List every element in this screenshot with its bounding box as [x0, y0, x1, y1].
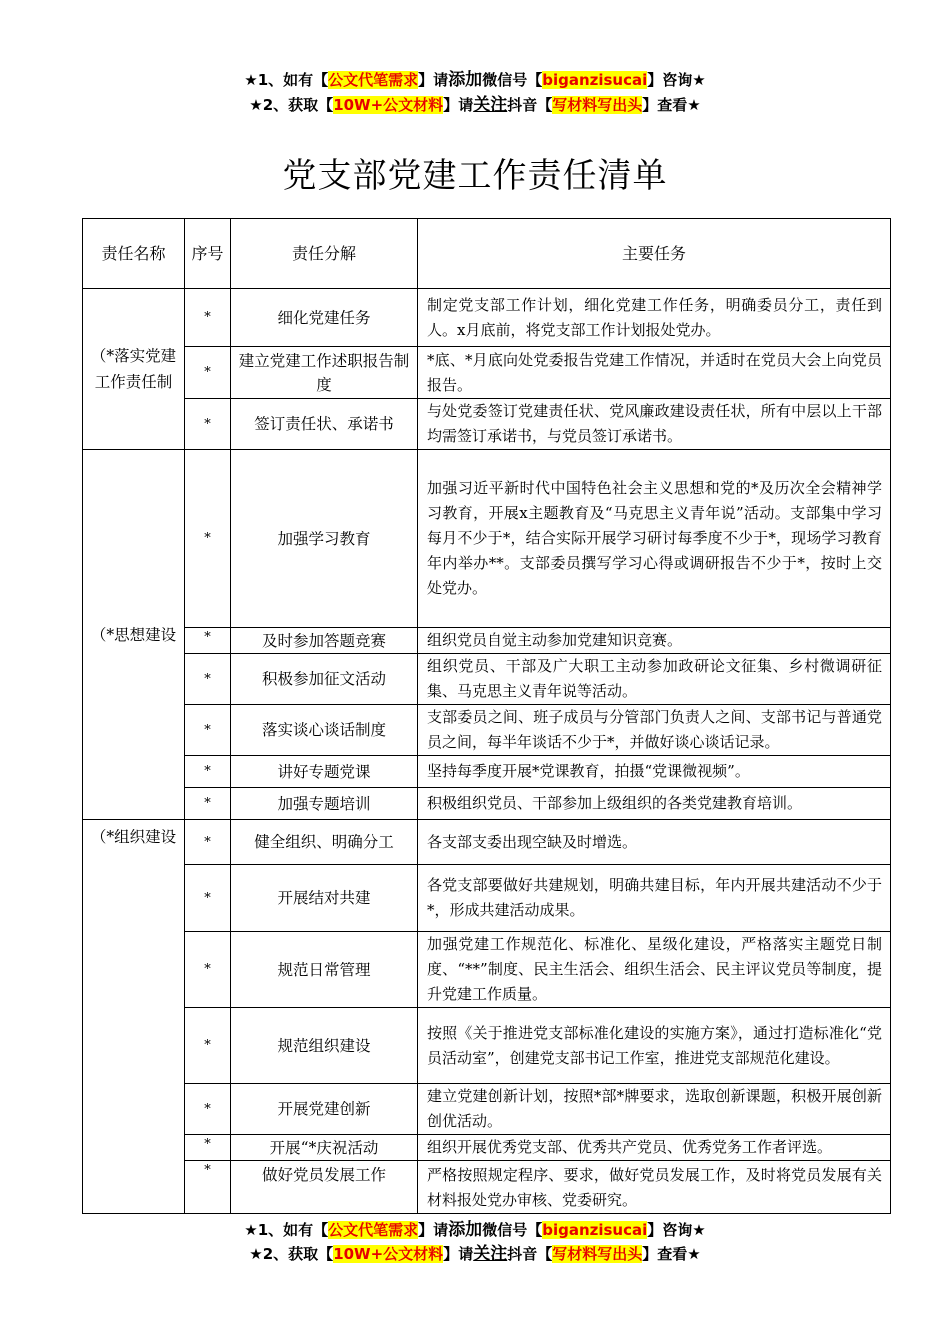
- promo-text: 抖音【: [507, 1245, 553, 1263]
- promo-highlight: biganzisucai: [542, 1221, 648, 1239]
- row-breakdown: 开展结对共建: [231, 865, 418, 932]
- promo-text: ★1、如有【: [244, 71, 329, 89]
- promo-highlight: 10W+公文材料: [333, 96, 444, 114]
- row-index: *: [185, 399, 231, 450]
- row-breakdown: 及时参加答题竞赛: [231, 628, 418, 654]
- row-task: 严格按照规定程序、要求，做好党员发展工作，及时将党员发展有关材料报处党办审核、党委研究。: [418, 1161, 891, 1214]
- group-name: （*落实党建工作责任制: [83, 289, 185, 450]
- row-index: *: [185, 820, 231, 865]
- promo-line-1: [0, 69, 950, 91]
- row-breakdown: 规范日常管理: [231, 932, 418, 1008]
- row-task: 各党支部要做好共建规划，明确共建目标，年内开展共建活动不少于*，形成共建活动成果。: [418, 865, 891, 932]
- table-row: [83, 788, 891, 820]
- row-task: 各支部支委出现空缺及时增选。: [418, 820, 891, 865]
- page-title: 党支部党建工作责任清单: [282, 156, 668, 196]
- promo-line-2: [0, 1243, 950, 1265]
- row-index: *: [185, 756, 231, 788]
- row-index: *: [185, 347, 231, 399]
- row-breakdown: 细化党建任务: [231, 289, 418, 347]
- promo-line-1: [0, 1219, 950, 1241]
- header-tasks: 主要任务: [418, 219, 891, 289]
- row-task: 加强习近平新时代中国特色社会主义思想和党的*及历次全会精神学习教育，开展x主题教育及“马克思主义青年说”活动。支部集中学习每月不少于*，结合实际开展学习研讨每季度不少于*，现场学习教育年内举办**。支部委员撰写学习心得或调研报告不少于*，按时上交处党办。: [418, 450, 891, 628]
- group-name: （*组织建设: [83, 820, 185, 1214]
- promo-text: 微信号【: [482, 71, 543, 89]
- promo-text: 】咨询★: [647, 71, 706, 89]
- promo-text: 关注: [473, 1244, 508, 1264]
- row-task: 支部委员之间、班子成员与分管部门负责人之间、支部书记与普通党员之间，每半年谈话不少于*，并做好谈心谈话记录。: [418, 705, 891, 756]
- row-breakdown: 规范组织建设: [231, 1008, 418, 1084]
- row-task: 积极组织党员、干部参加上级组织的各类党建教育培训。: [418, 788, 891, 820]
- table-row: [83, 1161, 891, 1214]
- table-row: [83, 820, 891, 865]
- table-header-row: [83, 219, 891, 289]
- promo-text: 】请: [443, 1245, 474, 1263]
- promo-text: 】请: [443, 96, 474, 114]
- row-breakdown: 开展“*庆祝活动: [231, 1135, 418, 1161]
- header-breakdown: 责任分解: [231, 219, 418, 289]
- promo-text: 】咨询★: [647, 1221, 706, 1239]
- row-breakdown: 做好党员发展工作: [231, 1161, 418, 1214]
- responsibility-table: [82, 218, 891, 1214]
- row-task: 组织党员、干部及广大职工主动参加政研论文征集、乡村微调研征集、马克思主义青年说等活动。: [418, 654, 891, 705]
- table-row: [83, 865, 891, 932]
- row-task: 建立党建创新计划，按照*部*牌要求，选取创新课题，积极开展创新创优活动。: [418, 1084, 891, 1135]
- promo-highlight: 10W+公文材料: [333, 1245, 444, 1263]
- header-index: 序号: [185, 219, 231, 289]
- row-breakdown: 积极参加征文活动: [231, 654, 418, 705]
- table-row: [83, 628, 891, 654]
- row-breakdown: 加强学习教育: [231, 450, 418, 628]
- promo-highlight: 公文代笔需求: [328, 71, 419, 89]
- table-row: [83, 1084, 891, 1135]
- promo-text: ★2、获取【: [249, 1245, 334, 1263]
- promo-highlight: 公文代笔需求: [328, 1221, 419, 1239]
- row-index: *: [185, 865, 231, 932]
- table-row: [83, 289, 891, 347]
- promo-text: 添加: [448, 70, 483, 90]
- promo-highlight: biganzisucai: [542, 71, 648, 89]
- row-task: *底、*月底向处党委报告党建工作情况，并适时在党员大会上向党员报告。: [418, 347, 891, 399]
- row-index: *: [185, 1161, 231, 1214]
- group-name: （*思想建设: [83, 450, 185, 820]
- table-row: [83, 450, 891, 628]
- promo-text: 】查看★: [642, 96, 701, 114]
- promo-text: 关注: [473, 95, 508, 115]
- table-row: [83, 1008, 891, 1084]
- promo-highlight: 写材料写出头: [552, 96, 643, 114]
- row-breakdown: 讲好专题党课: [231, 756, 418, 788]
- row-task: 组织党员自觉主动参加党建知识竞赛。: [418, 628, 891, 654]
- row-task: 组织开展优秀党支部、优秀共产党员、优秀党务工作者评选。: [418, 1135, 891, 1161]
- header-name: 责任名称: [83, 219, 185, 289]
- row-index: *: [185, 1008, 231, 1084]
- row-index: *: [185, 450, 231, 628]
- table-row: [83, 347, 891, 399]
- row-breakdown: 健全组织、明确分工: [231, 820, 418, 865]
- promo-highlight: 写材料写出头: [552, 1245, 643, 1263]
- table-row: [83, 654, 891, 705]
- promo-text: 】查看★: [642, 1245, 701, 1263]
- row-task: 按照《关于推进党支部标准化建设的实施方案》，通过打造标准化“党员活动室”，创建党支部书记工作室，推进党支部规范化建设。: [418, 1008, 891, 1084]
- promo-text: ★1、如有【: [244, 1221, 329, 1239]
- row-index: *: [185, 1084, 231, 1135]
- table-row: [83, 705, 891, 756]
- promo-text: 】请: [418, 1221, 449, 1239]
- promo-text: 抖音【: [507, 96, 553, 114]
- table-row: [83, 1135, 891, 1161]
- row-breakdown: 落实谈心谈话制度: [231, 705, 418, 756]
- row-index: *: [185, 654, 231, 705]
- row-index: *: [185, 705, 231, 756]
- promo-text: 微信号【: [482, 1221, 543, 1239]
- promo-text: 添加: [448, 1220, 483, 1240]
- row-breakdown: 加强专题培训: [231, 788, 418, 820]
- row-index: *: [185, 289, 231, 347]
- row-index: *: [185, 1135, 231, 1161]
- row-task: 加强党建工作规范化、标准化、星级化建设，严格落实主题党日制度、“**”制度、民主生活会、组织生活会、民主评议党员等制度，提升党建工作质量。: [418, 932, 891, 1008]
- row-breakdown: 开展党建创新: [231, 1084, 418, 1135]
- row-index: *: [185, 628, 231, 654]
- table-row: [83, 756, 891, 788]
- row-breakdown: 建立党建工作述职报告制度: [231, 347, 418, 399]
- row-task: 制定党支部工作计划，细化党建工作任务，明确委员分工，责任到人。x月底前，将党支部工作计划报处党办。: [418, 289, 891, 347]
- row-task: 与处党委签订党建责任状、党风廉政建设责任状，所有中层以上干部均需签订承诺书，与党员签订承诺书。: [418, 399, 891, 450]
- promo-line-2: [0, 94, 950, 116]
- row-index: *: [185, 788, 231, 820]
- row-index: *: [185, 932, 231, 1008]
- table-row: [83, 399, 891, 450]
- row-task: 坚持每季度开展*党课教育，拍摄“党课微视频”。: [418, 756, 891, 788]
- row-breakdown: 签订责任状、承诺书: [231, 399, 418, 450]
- promo-text: ★2、获取【: [249, 96, 334, 114]
- table-row: [83, 932, 891, 1008]
- promo-text: 】请: [418, 71, 449, 89]
